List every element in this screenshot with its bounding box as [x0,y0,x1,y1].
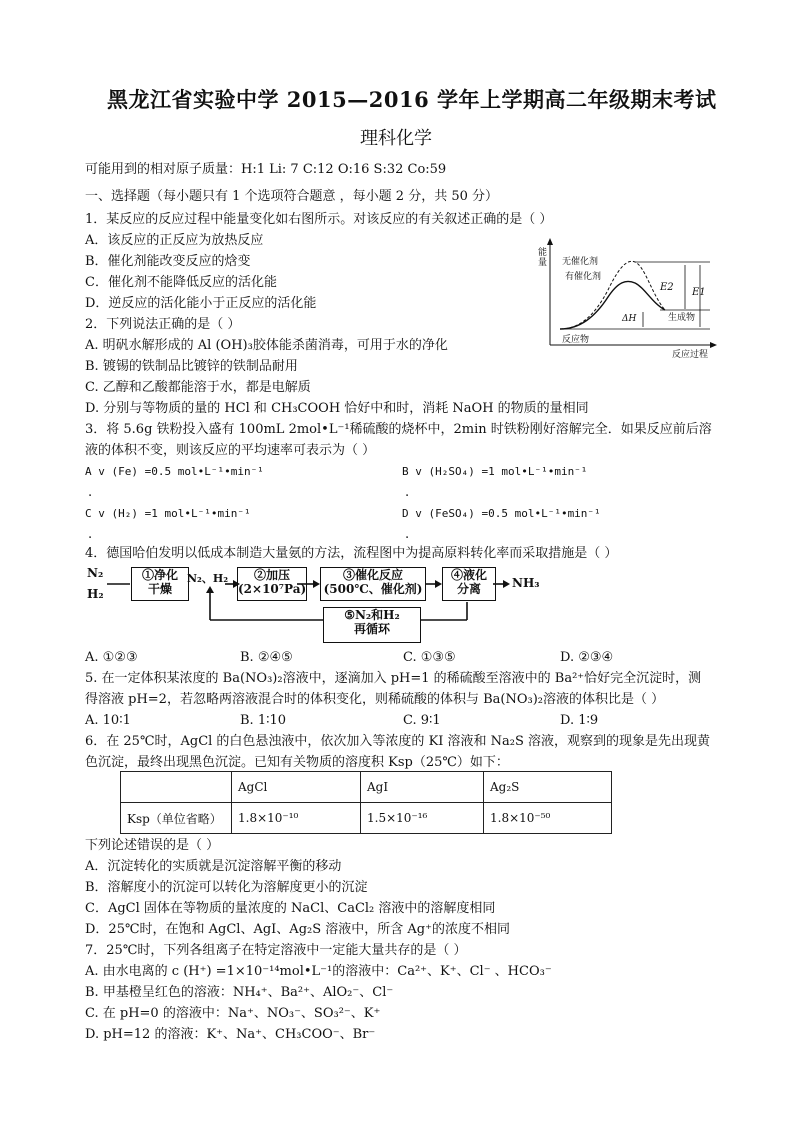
q2-option-d: D. 分别与等物质的量的 HCl 和 CH₃COOH 恰好中和时，消耗 NaOH 的物质的量相同 [85,401,589,416]
flow-box-recycle [323,607,421,643]
q4-option-c: C. ①③⑤ [403,650,456,665]
q7-stem: 7．25℃时，下列各组离子在特定溶液中一定能大量共存的是（ ） [85,943,467,958]
q6-stem-line2: 色沉淀，最终出现黑色沉淀。已知有关物质的溶度积 Ksp（25℃）如下： [85,755,509,770]
q6-option-c: C．AgCl 固体在等物质的量浓度的 NaCl、CaCl₂ 溶液中的溶解度相同 [85,901,496,916]
exam-title: 黑龙江省实验中学 2015—2016 学年上学期高二年级期末考试 [107,87,717,112]
q2-option-a: A. 明矾水解形成的 Al (OH)₃胶体能杀菌消毒，可用于水的净化 [85,338,448,353]
q6-option-b: B．溶解度小的沉淀可以转化为溶解度更小的沉淀 [85,880,368,895]
catalyst-label: 有催化剂 [565,272,602,282]
flow-box-compress-line2: (2×10⁷Pa) [238,582,307,596]
q1-stem: 1．某反应的反应过程中能量变化如右图所示。对该反应的有关叙述正确的是（ ） [85,212,553,227]
q4-stem: 4．德国哈伯发明以低成本制造大量氨的方法，流程图中为提高原料转化率而采取措施是（ ） [85,546,618,561]
ksp-header-empty [121,772,232,803]
flow-box-catalysis-line2: (500℃、催化剂) [323,582,423,596]
flow-box-recycle-line1: ⑤N₂和H₂ [344,608,400,622]
ksp-value-agi: 1.5×10⁻¹⁶ [361,803,484,834]
section-heading: 一、选择题（每小题只有 1 个选项符合题意 ，每小题 2 分，共 50 分） [85,189,499,204]
q3-dot-a: . [88,485,93,500]
q6-option-d: D．25℃时，在饱和 AgCl、AgI、Ag₂S 溶液中，所含 Ag⁺的浓度不相同 [85,922,510,937]
flow-box-purify-line1: ①净化 [141,568,178,582]
delta-h-label: ΔH [622,314,637,324]
q7-option-d: D. pH=12 的溶液：K⁺、Na⁺、CH₃COO⁻、Br⁻ [85,1027,376,1042]
ksp-value-ag2s: 1.8×10⁻⁵⁰ [484,803,612,834]
ksp-header-ag2s: Ag₂S [484,772,612,803]
q3-dot-d: . [405,527,410,542]
q3-option-b: B v (H₂SO₄) =1 mol•L⁻¹•min⁻¹ [402,465,588,478]
flow-output-nh3: NH₃ [512,576,540,590]
q1-option-b: B．催化剂能改变反应的焓变 [85,254,251,269]
ksp-table [120,771,612,834]
flow-box-compress [237,567,307,601]
flow-box-compress-line1: ②加压 [253,568,290,582]
q1-option-c: C．催化剂不能降低反应的活化能 [85,275,277,290]
ksp-table-header-row [121,772,612,803]
q3-option-a: A v (Fe) =0.5 mol•L⁻¹•min⁻¹ [85,465,264,478]
q6-option-a: A．沉淀转化的实质就是沉淀溶解平衡的移动 [85,859,342,874]
ksp-value-agcl: 1.8×10⁻¹⁰ [232,803,361,834]
q3-option-d: D v (FeSO₄) =0.5 mol•L⁻¹•min⁻¹ [402,507,601,520]
q3-option-c: C v (H₂) =1 mol•L⁻¹•min⁻¹ [85,507,251,520]
q5-option-a: A. 10∶1 [85,713,131,728]
q5-option-d: D. 1∶9 [560,713,599,728]
flow-box-catalysis-line1: ③催化反应 [342,568,403,582]
q2-option-c: C. 乙醇和乙酸都能溶于水，都是电解质 [85,380,311,395]
x-axis-label: 反应过程 [672,350,709,360]
reactant-label: 反应物 [562,335,590,345]
q2-stem: 2．下列说法正确的是（ ） [85,317,241,332]
q6-stem-line1: 6．在 25℃时，AgCl 的白色悬浊液中，依次加入等浓度的 KI 溶液和 Na₂S 溶液，观察到的现象是先出现黄 [85,734,711,749]
q6-stem-line3: 下列论述错误的是（ ） [85,838,220,853]
flow-box-catalysis [320,567,426,601]
ksp-row-label: Ksp（单位省略） [121,803,232,834]
product-label: 生成物 [668,313,696,323]
q5-stem-line2: 得溶液 pH=2，若忽略两溶液混合时的体积变化，则稀硫酸的体积与 Ba(NO₃)₂溶液的体积比是（ ） [85,692,665,707]
q5-option-b: B. 1∶10 [240,713,287,728]
ksp-table-value-row [121,803,612,834]
flow-mid-label: N₂、H₂ [187,572,229,585]
ksp-header-agi: AgI [361,772,484,803]
q3-dot-c: . [88,527,93,542]
q3-stem-line1: 3．将 5.6g 铁粉投入盛有 100mL 2mol•L⁻¹稀硫酸的烧杯中，2min 时铁粉刚好溶解完全．如果反应前后溶 [85,422,712,437]
q2-option-b: B. 镀锡的铁制品比镀锌的铁制品耐用 [85,359,298,374]
flow-box-liquefy-line2: 分离 [456,582,481,596]
q3-stem-line2: 液的体积不变，则该反应的平均速率可表示为（ ） [85,443,376,458]
flow-box-purify [131,567,189,601]
atomic-masses: 可能用到的相对原子质量：H:1 Li: 7 C:12 O:16 S:32 Co:59 [85,162,447,177]
e1-label: E1 [692,287,706,298]
flow-box-liquefy [442,567,496,601]
q1-option-d: D．逆反应的活化能小于正反应的活化能 [85,296,317,311]
flow-input-n2: N₂ [87,566,104,580]
flow-box-recycle-line2: 再循环 [353,622,390,636]
flow-input-h2: H₂ [87,587,104,601]
exam-subtitle: 理科化学 [360,128,432,149]
flow-box-liquefy-line1: ④液化 [450,568,487,582]
q4-option-a: A. ①②③ [85,650,138,665]
energy-axis-label: 能量 [538,248,548,268]
flow-box-purify-line2: 干燥 [147,582,172,596]
q3-dot-b: . [405,485,410,500]
q1-option-a: A．该反应的正反应为放热反应 [85,233,264,248]
q5-option-c: C. 9∶1 [403,713,441,728]
q4-option-b: B. ②④⑤ [240,650,293,665]
no-catalyst-label: 无催化剂 [562,257,599,267]
q7-option-a: A. 由水电离的 c (H⁺) =1×10⁻¹⁴mol•L⁻¹的溶液中：Ca²⁺、K⁺、Cl⁻ 、HCO₃⁻ [85,964,552,979]
q7-option-c: C. 在 pH=0 的溶液中：Na⁺、NO₃⁻、SO₃²⁻、K⁺ [85,1006,381,1021]
q5-stem-line1: 5. 在一定体积某浓度的 Ba(NO₃)₂溶液中，逐滴加入 pH=1 的稀硫酸至溶液中的 Ba²⁺恰好完全沉淀时，测 [85,671,702,686]
ksp-header-agcl: AgCl [232,772,361,803]
e2-label: E2 [660,282,674,293]
q7-option-b: B. 甲基橙呈红色的溶液：NH₄⁺、Ba²⁺、AlO₂⁻、Cl⁻ [85,985,394,1000]
q4-option-d: D. ②③④ [560,650,614,665]
